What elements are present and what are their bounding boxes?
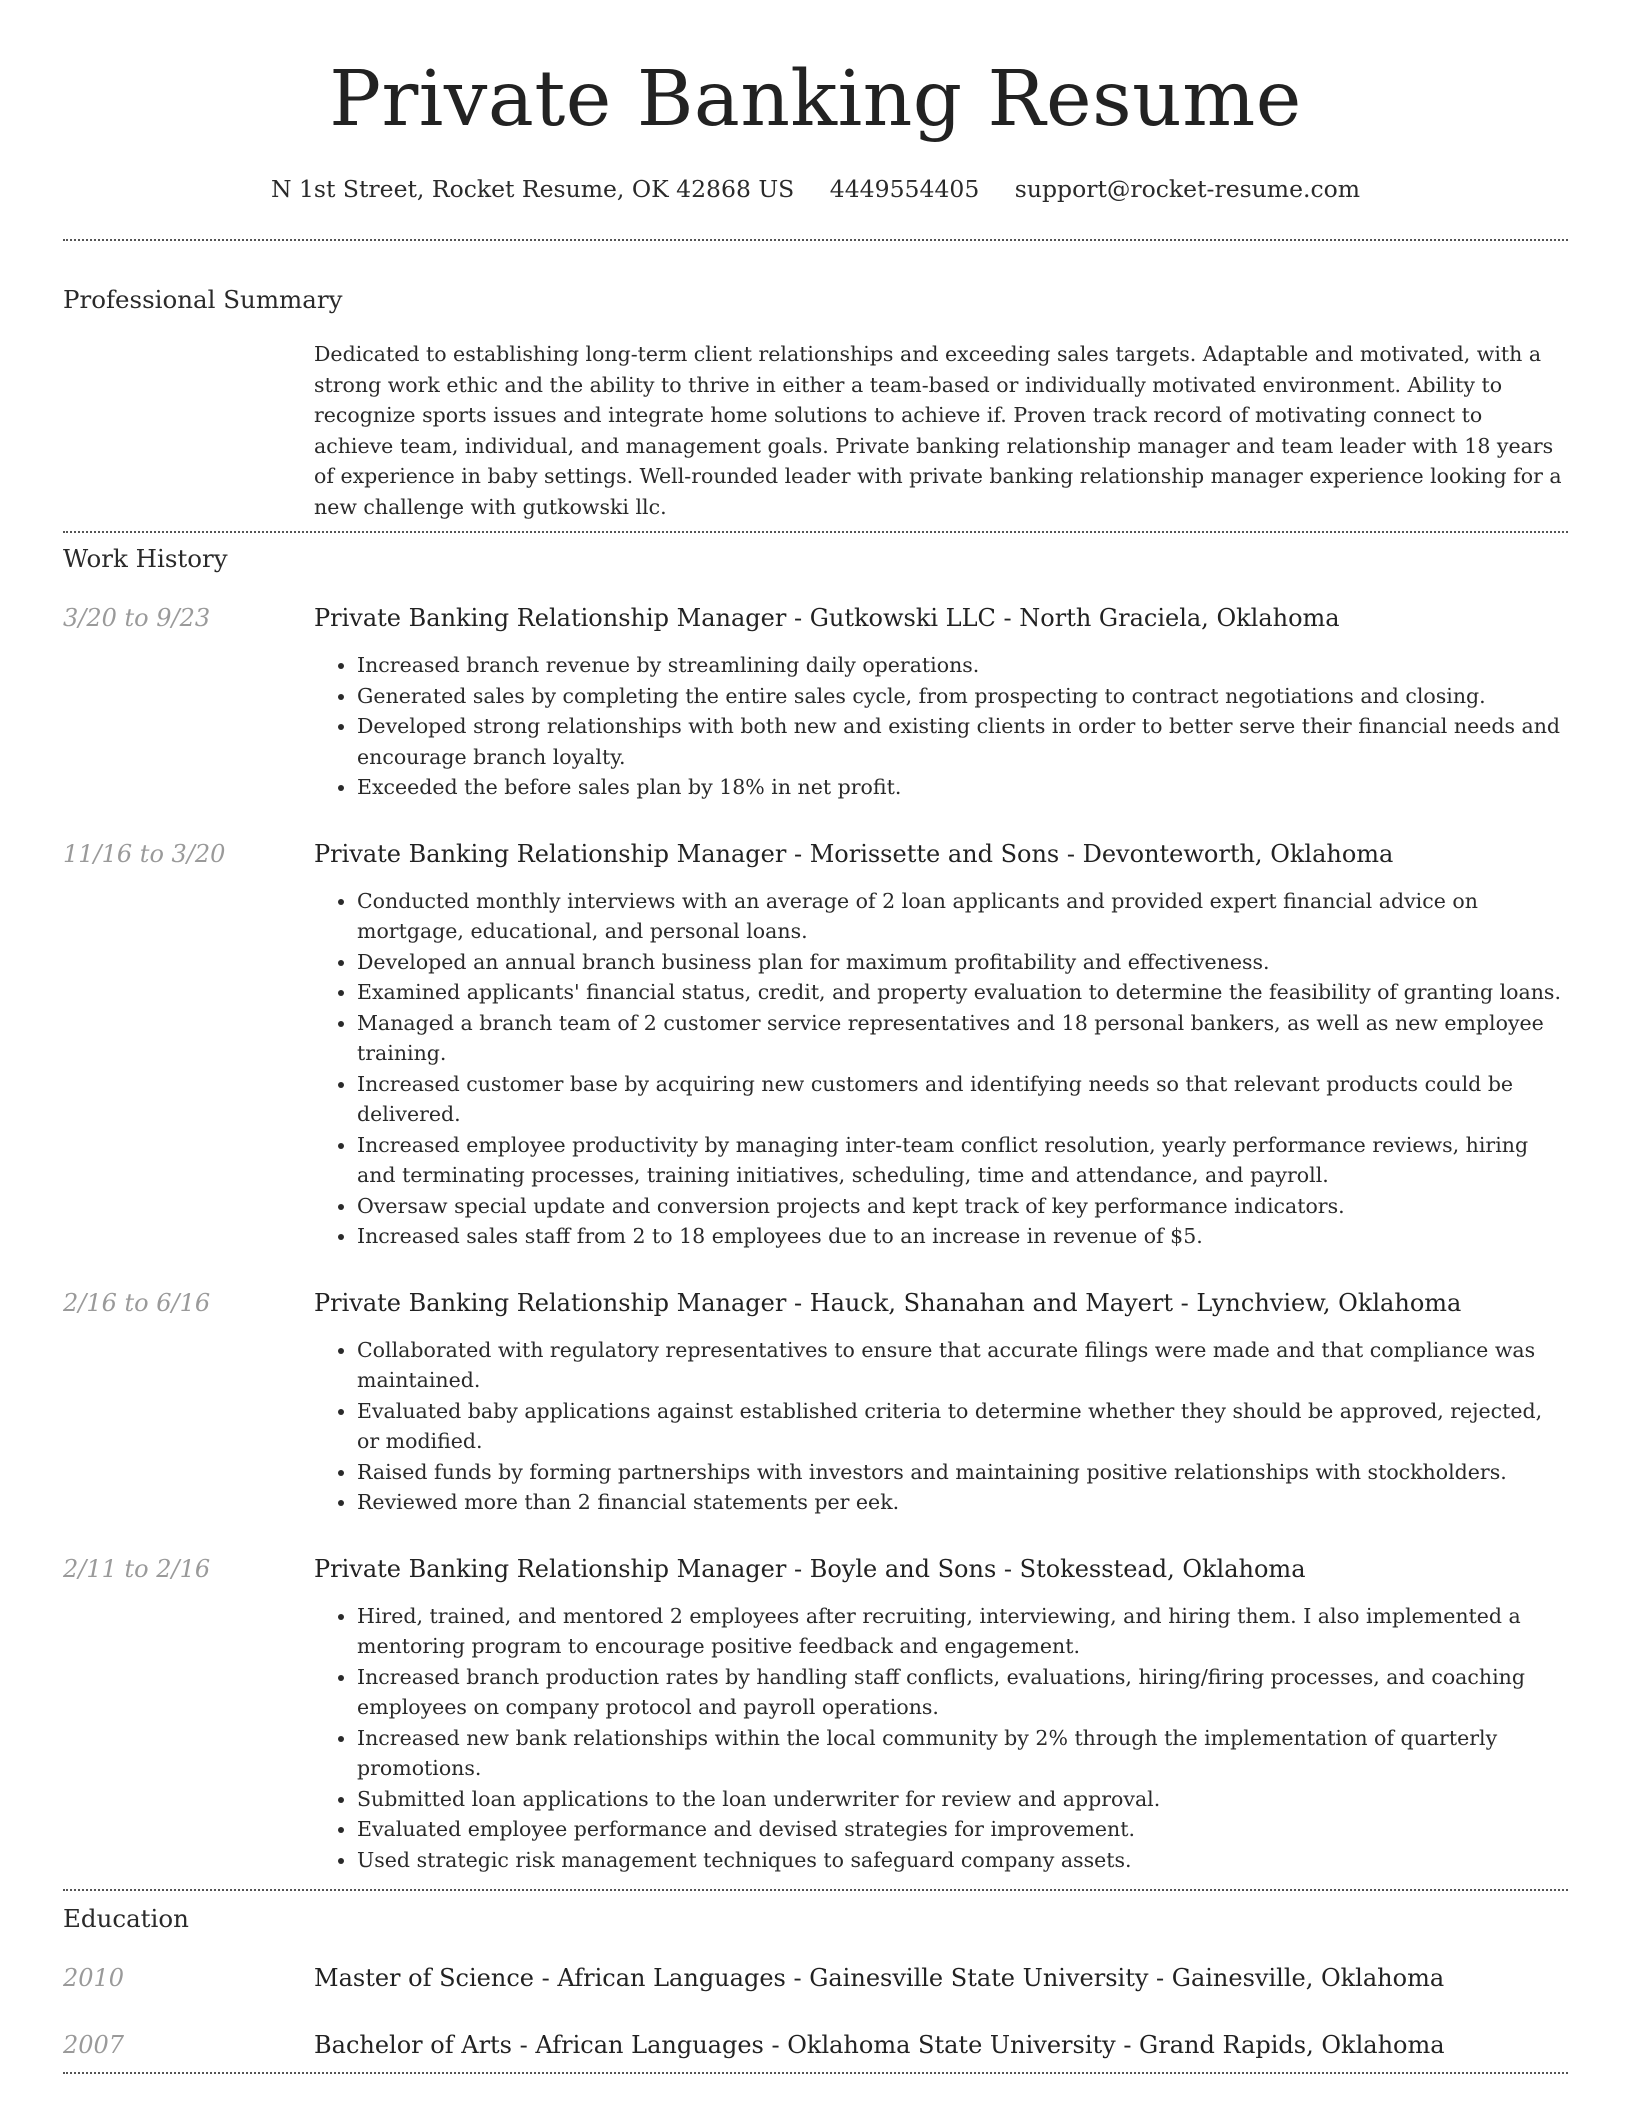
- list-item: • Conducted monthly interviews with an average of 2 loan applicants and provided expert financial advice on mortgage, educational, and personal loans.: [357, 886, 1568, 947]
- job-entry: [63, 1554, 1568, 1876]
- job-dates: 2/16 to 6/16: [63, 1288, 211, 1317]
- job-title: Private Banking Relationship Manager - Hauck, Shanahan and Mayert - Lynchview, Oklahoma: [314, 1288, 1462, 1317]
- divider: [63, 531, 1568, 533]
- education-entry: [63, 2030, 1568, 2060]
- list-item: • Used strategic risk management techniques to safeguard company assets.: [357, 1845, 1568, 1876]
- education-entry: [63, 1963, 1568, 1993]
- list-item: • Developed strong relationships with both new and existing clients in order to better serve their financial needs and encourage branch loyalty.: [357, 711, 1568, 772]
- summary-text: Dedicated to establishing long-term client relationships and exceeding sales targets. Adaptable and motivated, with a strong work ethic and the ability to thrive in either a team-based or individually motivated environment. Ability to recognize sports issues and integrate home solutions to achieve if. Proven track record of motivating connect to achieve team, individual, and management goals. Private banking relationship manager and team leader with 18 years of experience in baby settings. Well-rounded leader with private banking relationship manager experience looking for a new challenge with gutkowski llc.: [314, 342, 1562, 519]
- list-item: • Oversaw special update and conversion projects and kept track of key performance indicators.: [357, 1191, 1568, 1222]
- job-bullets: [314, 886, 1568, 1252]
- job-title: Private Banking Relationship Manager - Morissette and Sons - Devonteworth, Oklahoma: [314, 839, 1394, 868]
- resume-page: [63, 0, 1568, 2074]
- job-bullets: [314, 650, 1568, 803]
- list-item: • Increased sales staff from 2 to 18 employees due to an increase in revenue of $5.: [357, 1221, 1568, 1252]
- divider: [63, 2072, 1568, 2074]
- job-entry: [63, 839, 1568, 1252]
- education-degree: Master of Science - African Languages - Gainesville State University - Gainesville, Oklahoma: [314, 1964, 1445, 1992]
- work-history-heading: Work History: [63, 544, 228, 573]
- list-item: • Evaluated baby applications against established criteria to determine whether they should be approved, rejected, or modified.: [357, 1396, 1568, 1457]
- summary-heading: Professional Summary: [63, 285, 343, 314]
- list-item: • Raised funds by forming partnerships with investors and maintaining positive relationships with stockholders.: [357, 1457, 1568, 1488]
- job-title: Private Banking Relationship Manager - Boyle and Sons - Stokesstead, Oklahoma: [314, 1554, 1306, 1583]
- contact-address: N 1st Street, Rocket Resume, OK 42868 US: [270, 175, 795, 203]
- list-item: • Evaluated employee performance and devised strategies for improvement.: [357, 1814, 1568, 1845]
- list-item: • Hired, trained, and mentored 2 employees after recruiting, interviewing, and hiring them. I also implemented a mentoring program to encourage positive feedback and engagement.: [357, 1601, 1568, 1662]
- list-item: • Managed a branch team of 2 customer service representatives and 18 personal bankers, as well as new employee training.: [357, 1008, 1568, 1069]
- list-item: • Examined applicants' financial status, credit, and property evaluation to determine the feasibility of granting loans.: [357, 977, 1568, 1008]
- contact-phone: 4449554405: [829, 175, 980, 203]
- education-year: 2010: [63, 1964, 125, 1992]
- list-item: • Developed an annual branch business plan for maximum profitability and effectiveness.: [357, 947, 1568, 978]
- list-item: • Increased customer base by acquiring new customers and identifying needs so that relevant products could be delivered.: [357, 1069, 1568, 1130]
- divider: [63, 1889, 1568, 1891]
- contact-line: [63, 175, 1568, 203]
- job-bullets: [314, 1335, 1568, 1518]
- education-degree: Bachelor of Arts - African Languages - Oklahoma State University - Grand Rapids, Oklahoma: [314, 2031, 1445, 2059]
- list-item: • Generated sales by completing the entire sales cycle, from prospecting to contract negotiations and closing.: [357, 681, 1568, 712]
- contact-email: support@rocket-resume.com: [1014, 175, 1361, 203]
- divider: [63, 239, 1568, 241]
- job-bullets: [314, 1601, 1568, 1876]
- list-item: • Increased branch revenue by streamlining daily operations.: [357, 650, 1568, 681]
- job-entry: [63, 603, 1568, 803]
- list-item: • Exceeded the before sales plan by 18% in net profit.: [357, 772, 1568, 803]
- job-entry: [63, 1288, 1568, 1518]
- education-year: 2007: [63, 2031, 125, 2059]
- list-item: • Submitted loan applications to the loan underwriter for review and approval.: [357, 1784, 1568, 1815]
- education-heading: Education: [63, 1904, 189, 1933]
- list-item: • Reviewed more than 2 financial statements per eek.: [357, 1487, 1568, 1518]
- resume-name: Private Banking Resume: [329, 55, 1302, 144]
- list-item: • Collaborated with regulatory representatives to ensure that accurate filings were made and that compliance was maintained.: [357, 1335, 1568, 1396]
- list-item: • Increased branch production rates by handling staff conflicts, evaluations, hiring/firing processes, and coaching employees on company protocol and payroll operations.: [357, 1662, 1568, 1723]
- list-item: • Increased new bank relationships within the local community by 2% through the implementation of quarterly promotions.: [357, 1723, 1568, 1784]
- job-dates: 11/16 to 3/20: [63, 839, 226, 868]
- job-title: Private Banking Relationship Manager - Gutkowski LLC - North Graciela, Oklahoma: [314, 604, 1340, 632]
- job-dates: 2/11 to 2/16: [63, 1554, 211, 1583]
- job-dates: 3/20 to 9/23: [63, 604, 211, 632]
- list-item: • Increased employee productivity by managing inter-team conflict resolution, yearly performance reviews, hiring and terminating processes, training initiatives, scheduling, time and attendance, and payroll.: [357, 1130, 1568, 1191]
